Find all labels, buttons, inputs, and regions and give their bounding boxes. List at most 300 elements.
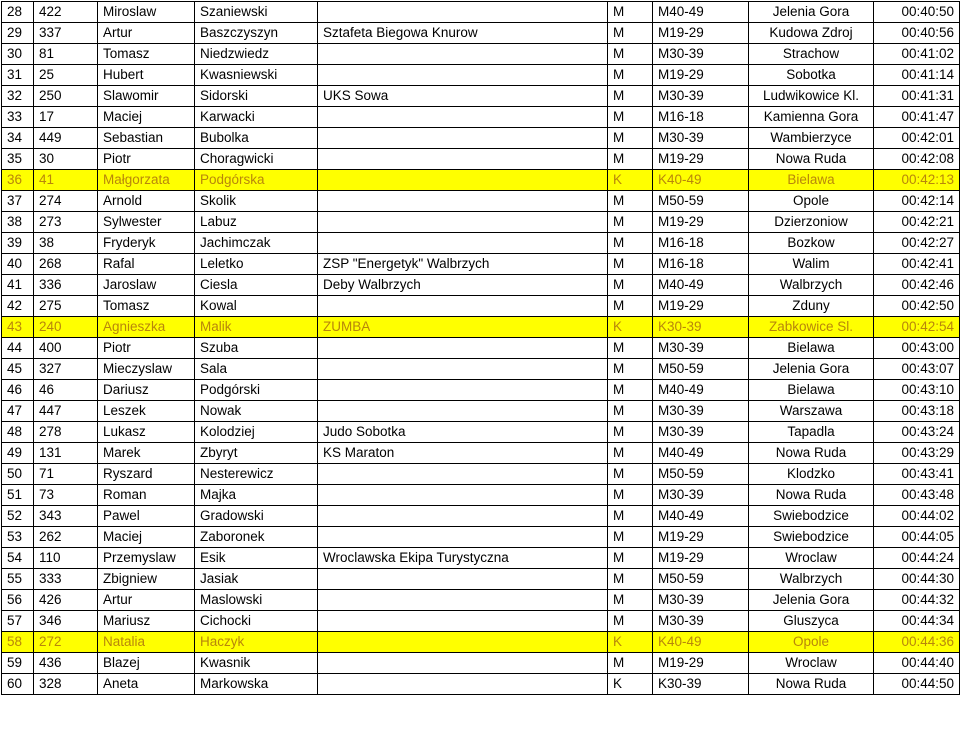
table-row xyxy=(2,401,960,422)
table-row xyxy=(2,359,960,380)
bib-cell: 25 xyxy=(34,65,98,86)
city-cell: Walbrzych xyxy=(749,569,874,590)
sex-cell: K xyxy=(608,632,653,653)
first-name-cell: Mieczyslaw xyxy=(98,359,195,380)
last-name-cell: Choragwicki xyxy=(195,149,318,170)
last-name-cell: Niedzwiedz xyxy=(195,44,318,65)
sex-cell: M xyxy=(608,611,653,632)
category-cell: M19-29 xyxy=(653,212,749,233)
city-cell: Walim xyxy=(749,254,874,275)
city-cell: Bielawa xyxy=(749,380,874,401)
place-cell: 33 xyxy=(2,107,34,128)
first-name-cell: Leszek xyxy=(98,401,195,422)
city-cell: Gluszyca xyxy=(749,611,874,632)
time-cell: 00:42:41 xyxy=(874,254,960,275)
first-name-cell: Marek xyxy=(98,443,195,464)
club-cell xyxy=(318,107,608,128)
time-cell: 00:42:14 xyxy=(874,191,960,212)
first-name-cell: Hubert xyxy=(98,65,195,86)
bib-cell: 73 xyxy=(34,485,98,506)
sex-cell: M xyxy=(608,254,653,275)
place-cell: 39 xyxy=(2,233,34,254)
first-name-cell: Piotr xyxy=(98,149,195,170)
first-name-cell: Sylwester xyxy=(98,212,195,233)
table-row xyxy=(2,485,960,506)
table-row xyxy=(2,191,960,212)
last-name-cell: Zaboronek xyxy=(195,527,318,548)
bib-cell: 30 xyxy=(34,149,98,170)
place-cell: 46 xyxy=(2,380,34,401)
city-cell: Nowa Ruda xyxy=(749,674,874,695)
last-name-cell: Bubolka xyxy=(195,128,318,149)
category-cell: M19-29 xyxy=(653,548,749,569)
last-name-cell: Jachimczak xyxy=(195,233,318,254)
time-cell: 00:41:02 xyxy=(874,44,960,65)
category-cell: K30-39 xyxy=(653,674,749,695)
last-name-cell: Szuba xyxy=(195,338,318,359)
first-name-cell: Sebastian xyxy=(98,128,195,149)
last-name-cell: Kwasnik xyxy=(195,653,318,674)
time-cell: 00:42:01 xyxy=(874,128,960,149)
bib-cell: 250 xyxy=(34,86,98,107)
club-cell xyxy=(318,401,608,422)
club-cell xyxy=(318,506,608,527)
last-name-cell: Gradowski xyxy=(195,506,318,527)
city-cell: Sobotka xyxy=(749,65,874,86)
category-cell: M30-39 xyxy=(653,611,749,632)
time-cell: 00:42:46 xyxy=(874,275,960,296)
bib-cell: 17 xyxy=(34,107,98,128)
place-cell: 41 xyxy=(2,275,34,296)
place-cell: 49 xyxy=(2,443,34,464)
bib-cell: 449 xyxy=(34,128,98,149)
last-name-cell: Nowak xyxy=(195,401,318,422)
city-cell: Tapadla xyxy=(749,422,874,443)
sex-cell: M xyxy=(608,443,653,464)
last-name-cell: Nesterewicz xyxy=(195,464,318,485)
place-cell: 51 xyxy=(2,485,34,506)
category-cell: M40-49 xyxy=(653,506,749,527)
sex-cell: M xyxy=(608,653,653,674)
first-name-cell: Blazej xyxy=(98,653,195,674)
city-cell: Bielawa xyxy=(749,338,874,359)
club-cell: Wroclawska Ekipa Turystyczna xyxy=(318,548,608,569)
category-cell: M30-39 xyxy=(653,338,749,359)
category-cell: M50-59 xyxy=(653,464,749,485)
club-cell xyxy=(318,653,608,674)
sex-cell: M xyxy=(608,569,653,590)
table-row xyxy=(2,107,960,128)
club-cell xyxy=(318,2,608,23)
place-cell: 55 xyxy=(2,569,34,590)
category-cell: K40-49 xyxy=(653,632,749,653)
category-cell: M30-39 xyxy=(653,128,749,149)
first-name-cell: Natalia xyxy=(98,632,195,653)
table-row xyxy=(2,464,960,485)
bib-cell: 71 xyxy=(34,464,98,485)
last-name-cell: Szaniewski xyxy=(195,2,318,23)
bib-cell: 275 xyxy=(34,296,98,317)
time-cell: 00:43:41 xyxy=(874,464,960,485)
bib-cell: 400 xyxy=(34,338,98,359)
table-row xyxy=(2,548,960,569)
bib-cell: 41 xyxy=(34,170,98,191)
time-cell: 00:40:56 xyxy=(874,23,960,44)
bib-cell: 336 xyxy=(34,275,98,296)
bib-cell: 81 xyxy=(34,44,98,65)
last-name-cell: Malik xyxy=(195,317,318,338)
club-cell xyxy=(318,380,608,401)
time-cell: 00:44:32 xyxy=(874,590,960,611)
first-name-cell: Rafal xyxy=(98,254,195,275)
club-cell xyxy=(318,44,608,65)
club-cell: ZUMBA xyxy=(318,317,608,338)
club-cell xyxy=(318,632,608,653)
time-cell: 00:42:54 xyxy=(874,317,960,338)
last-name-cell: Kolodziej xyxy=(195,422,318,443)
category-cell: M40-49 xyxy=(653,2,749,23)
first-name-cell: Maciej xyxy=(98,107,195,128)
bib-cell: 262 xyxy=(34,527,98,548)
place-cell: 54 xyxy=(2,548,34,569)
sex-cell: M xyxy=(608,338,653,359)
bib-cell: 110 xyxy=(34,548,98,569)
category-cell: M40-49 xyxy=(653,443,749,464)
sex-cell: M xyxy=(608,107,653,128)
first-name-cell: Slawomir xyxy=(98,86,195,107)
category-cell: M16-18 xyxy=(653,233,749,254)
city-cell: Warszawa xyxy=(749,401,874,422)
city-cell: Bozkow xyxy=(749,233,874,254)
table-row xyxy=(2,23,960,44)
first-name-cell: Arnold xyxy=(98,191,195,212)
time-cell: 00:43:29 xyxy=(874,443,960,464)
first-name-cell: Tomasz xyxy=(98,296,195,317)
time-cell: 00:42:50 xyxy=(874,296,960,317)
bib-cell: 272 xyxy=(34,632,98,653)
city-cell: Strachow xyxy=(749,44,874,65)
sex-cell: M xyxy=(608,380,653,401)
bib-cell: 273 xyxy=(34,212,98,233)
last-name-cell: Labuz xyxy=(195,212,318,233)
last-name-cell: Sidorski xyxy=(195,86,318,107)
city-cell: Jelenia Gora xyxy=(749,359,874,380)
club-cell xyxy=(318,359,608,380)
table-row xyxy=(2,674,960,695)
category-cell: M30-39 xyxy=(653,86,749,107)
category-cell: M19-29 xyxy=(653,23,749,44)
place-cell: 36 xyxy=(2,170,34,191)
category-cell: M50-59 xyxy=(653,359,749,380)
city-cell: Opole xyxy=(749,191,874,212)
place-cell: 52 xyxy=(2,506,34,527)
time-cell: 00:44:40 xyxy=(874,653,960,674)
time-cell: 00:41:47 xyxy=(874,107,960,128)
sex-cell: M xyxy=(608,548,653,569)
time-cell: 00:42:27 xyxy=(874,233,960,254)
place-cell: 57 xyxy=(2,611,34,632)
category-cell: M19-29 xyxy=(653,65,749,86)
category-cell: M30-39 xyxy=(653,44,749,65)
city-cell: Wroclaw xyxy=(749,653,874,674)
results-body xyxy=(2,2,960,695)
bib-cell: 38 xyxy=(34,233,98,254)
place-cell: 32 xyxy=(2,86,34,107)
club-cell xyxy=(318,338,608,359)
sex-cell: M xyxy=(608,464,653,485)
club-cell: KS Maraton xyxy=(318,443,608,464)
last-name-cell: Kowal xyxy=(195,296,318,317)
time-cell: 00:41:31 xyxy=(874,86,960,107)
first-name-cell: Maciej xyxy=(98,527,195,548)
table-row xyxy=(2,212,960,233)
category-cell: M19-29 xyxy=(653,296,749,317)
sex-cell: M xyxy=(608,212,653,233)
place-cell: 35 xyxy=(2,149,34,170)
city-cell: Opole xyxy=(749,632,874,653)
last-name-cell: Sala xyxy=(195,359,318,380)
place-cell: 60 xyxy=(2,674,34,695)
first-name-cell: Jaroslaw xyxy=(98,275,195,296)
first-name-cell: Pawel xyxy=(98,506,195,527)
club-cell: ZSP "Energetyk" Walbrzych xyxy=(318,254,608,275)
table-row xyxy=(2,380,960,401)
time-cell: 00:42:08 xyxy=(874,149,960,170)
table-row xyxy=(2,275,960,296)
city-cell: Nowa Ruda xyxy=(749,149,874,170)
bib-cell: 333 xyxy=(34,569,98,590)
category-cell: M40-49 xyxy=(653,380,749,401)
sex-cell: M xyxy=(608,233,653,254)
sex-cell: M xyxy=(608,149,653,170)
sex-cell: K xyxy=(608,170,653,191)
time-cell: 00:44:05 xyxy=(874,527,960,548)
bib-cell: 426 xyxy=(34,590,98,611)
table-row xyxy=(2,632,960,653)
time-cell: 00:44:50 xyxy=(874,674,960,695)
time-cell: 00:41:14 xyxy=(874,65,960,86)
city-cell: Jelenia Gora xyxy=(749,2,874,23)
last-name-cell: Skolik xyxy=(195,191,318,212)
city-cell: Nowa Ruda xyxy=(749,443,874,464)
table-row xyxy=(2,233,960,254)
first-name-cell: Piotr xyxy=(98,338,195,359)
place-cell: 59 xyxy=(2,653,34,674)
time-cell: 00:44:34 xyxy=(874,611,960,632)
results-table xyxy=(1,1,960,695)
category-cell: M30-39 xyxy=(653,590,749,611)
sex-cell: M xyxy=(608,275,653,296)
table-row xyxy=(2,590,960,611)
bib-cell: 131 xyxy=(34,443,98,464)
last-name-cell: Karwacki xyxy=(195,107,318,128)
sex-cell: M xyxy=(608,65,653,86)
club-cell xyxy=(318,212,608,233)
club-cell xyxy=(318,149,608,170)
club-cell xyxy=(318,65,608,86)
club-cell: UKS Sowa xyxy=(318,86,608,107)
club-cell xyxy=(318,464,608,485)
first-name-cell: Mariusz xyxy=(98,611,195,632)
time-cell: 00:43:48 xyxy=(874,485,960,506)
city-cell: Wroclaw xyxy=(749,548,874,569)
club-cell xyxy=(318,485,608,506)
place-cell: 53 xyxy=(2,527,34,548)
category-cell: M30-39 xyxy=(653,485,749,506)
first-name-cell: Fryderyk xyxy=(98,233,195,254)
first-name-cell: Artur xyxy=(98,23,195,44)
table-row xyxy=(2,611,960,632)
place-cell: 50 xyxy=(2,464,34,485)
club-cell: Judo Sobotka xyxy=(318,422,608,443)
place-cell: 47 xyxy=(2,401,34,422)
table-row xyxy=(2,506,960,527)
city-cell: Ludwikowice Kl. xyxy=(749,86,874,107)
time-cell: 00:43:18 xyxy=(874,401,960,422)
category-cell: K40-49 xyxy=(653,170,749,191)
first-name-cell: Agnieszka xyxy=(98,317,195,338)
city-cell: Zduny xyxy=(749,296,874,317)
table-row xyxy=(2,128,960,149)
club-cell xyxy=(318,674,608,695)
table-row xyxy=(2,254,960,275)
first-name-cell: Tomasz xyxy=(98,44,195,65)
category-cell: M30-39 xyxy=(653,401,749,422)
bib-cell: 447 xyxy=(34,401,98,422)
table-row xyxy=(2,422,960,443)
city-cell: Klodzko xyxy=(749,464,874,485)
table-row xyxy=(2,569,960,590)
city-cell: Zabkowice Sl. xyxy=(749,317,874,338)
category-cell: M19-29 xyxy=(653,527,749,548)
club-cell xyxy=(318,170,608,191)
first-name-cell: Małgorzata xyxy=(98,170,195,191)
first-name-cell: Zbigniew xyxy=(98,569,195,590)
place-cell: 28 xyxy=(2,2,34,23)
category-cell: M50-59 xyxy=(653,191,749,212)
table-row xyxy=(2,296,960,317)
bib-cell: 278 xyxy=(34,422,98,443)
table-row xyxy=(2,653,960,674)
last-name-cell: Cichocki xyxy=(195,611,318,632)
bib-cell: 328 xyxy=(34,674,98,695)
table-row xyxy=(2,527,960,548)
table-row xyxy=(2,338,960,359)
time-cell: 00:43:00 xyxy=(874,338,960,359)
table-row xyxy=(2,443,960,464)
last-name-cell: Podgórska xyxy=(195,170,318,191)
first-name-cell: Dariusz xyxy=(98,380,195,401)
club-cell: Deby Walbrzych xyxy=(318,275,608,296)
last-name-cell: Kwasniewski xyxy=(195,65,318,86)
category-cell: M30-39 xyxy=(653,422,749,443)
category-cell: K30-39 xyxy=(653,317,749,338)
place-cell: 58 xyxy=(2,632,34,653)
city-cell: Wambierzyce xyxy=(749,128,874,149)
place-cell: 37 xyxy=(2,191,34,212)
first-name-cell: Artur xyxy=(98,590,195,611)
time-cell: 00:44:02 xyxy=(874,506,960,527)
sex-cell: M xyxy=(608,590,653,611)
club-cell xyxy=(318,128,608,149)
sex-cell: M xyxy=(608,23,653,44)
sex-cell: M xyxy=(608,2,653,23)
bib-cell: 46 xyxy=(34,380,98,401)
sex-cell: M xyxy=(608,191,653,212)
sex-cell: M xyxy=(608,422,653,443)
place-cell: 40 xyxy=(2,254,34,275)
bib-cell: 343 xyxy=(34,506,98,527)
last-name-cell: Leletko xyxy=(195,254,318,275)
time-cell: 00:43:24 xyxy=(874,422,960,443)
last-name-cell: Majka xyxy=(195,485,318,506)
time-cell: 00:44:30 xyxy=(874,569,960,590)
time-cell: 00:44:36 xyxy=(874,632,960,653)
last-name-cell: Haczyk xyxy=(195,632,318,653)
category-cell: M16-18 xyxy=(653,254,749,275)
city-cell: Bielawa xyxy=(749,170,874,191)
table-row xyxy=(2,2,960,23)
club-cell xyxy=(318,233,608,254)
city-cell: Dzierzoniow xyxy=(749,212,874,233)
city-cell: Kamienna Gora xyxy=(749,107,874,128)
first-name-cell: Miroslaw xyxy=(98,2,195,23)
time-cell: 00:44:24 xyxy=(874,548,960,569)
club-cell xyxy=(318,590,608,611)
table-row xyxy=(2,65,960,86)
category-cell: M40-49 xyxy=(653,275,749,296)
category-cell: M50-59 xyxy=(653,569,749,590)
sex-cell: M xyxy=(608,128,653,149)
sex-cell: M xyxy=(608,86,653,107)
place-cell: 30 xyxy=(2,44,34,65)
sex-cell: M xyxy=(608,296,653,317)
time-cell: 00:42:13 xyxy=(874,170,960,191)
city-cell: Walbrzych xyxy=(749,275,874,296)
category-cell: M16-18 xyxy=(653,107,749,128)
table-row xyxy=(2,86,960,107)
bib-cell: 422 xyxy=(34,2,98,23)
sex-cell: M xyxy=(608,44,653,65)
place-cell: 31 xyxy=(2,65,34,86)
place-cell: 29 xyxy=(2,23,34,44)
sex-cell: K xyxy=(608,674,653,695)
sex-cell: K xyxy=(608,317,653,338)
first-name-cell: Przemyslaw xyxy=(98,548,195,569)
category-cell: M19-29 xyxy=(653,149,749,170)
table-row xyxy=(2,170,960,191)
club-cell xyxy=(318,527,608,548)
time-cell: 00:43:07 xyxy=(874,359,960,380)
last-name-cell: Zbyryt xyxy=(195,443,318,464)
last-name-cell: Baszczyszyn xyxy=(195,23,318,44)
first-name-cell: Ryszard xyxy=(98,464,195,485)
place-cell: 45 xyxy=(2,359,34,380)
table-row xyxy=(2,317,960,338)
bib-cell: 346 xyxy=(34,611,98,632)
bib-cell: 240 xyxy=(34,317,98,338)
city-cell: Nowa Ruda xyxy=(749,485,874,506)
place-cell: 56 xyxy=(2,590,34,611)
bib-cell: 274 xyxy=(34,191,98,212)
time-cell: 00:40:50 xyxy=(874,2,960,23)
bib-cell: 327 xyxy=(34,359,98,380)
table-row xyxy=(2,149,960,170)
first-name-cell: Roman xyxy=(98,485,195,506)
last-name-cell: Ciesla xyxy=(195,275,318,296)
bib-cell: 436 xyxy=(34,653,98,674)
last-name-cell: Jasiak xyxy=(195,569,318,590)
